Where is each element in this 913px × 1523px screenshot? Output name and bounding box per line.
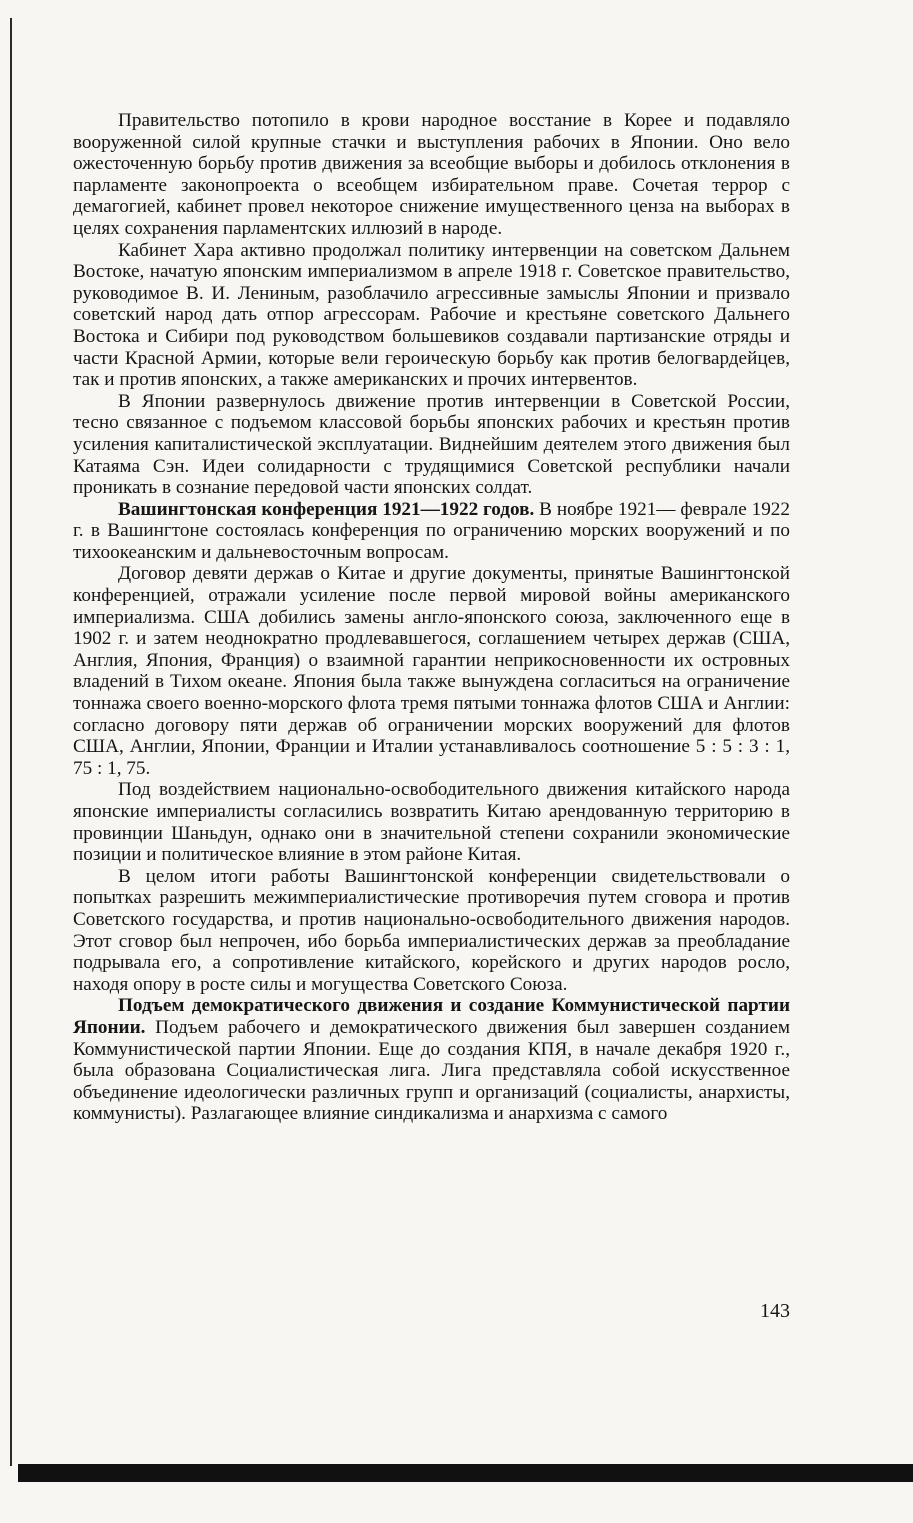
paragraph-7 [73, 866, 790, 996]
page-number: 143 [760, 1300, 790, 1322]
page-left-edge-shadow [10, 18, 12, 1466]
paragraph-text: В Японии развернулось движение против интервенции в Советской России, тесно связанное с подъемом классовой борьбы японских рабочих и крестьян против усиления капиталистической эксплуатации. Виднейшим деятелем этого движения был Катаяма Сэн. Идеи солидарности с трудящимися Советской республики начали проникать в сознание передовой части японских солдат. [73, 390, 790, 499]
paragraph-text: В целом итоги работы Вашингтонской конференции свидетельствовали о попытках разрешить межимпериалистические противоречия путем сговора и против Советского государства, и против национально-освободительного движения народов. Этот сговор был непрочен, ибо борьба империалистических держав за преобладание подрывала его, а сопротивление китайского, корейского и других народов росло, находя опору в росте силы и могущества Советского Союза. [73, 865, 790, 995]
section-heading-washington-conference: Вашингтонская конференция 1921—1922 годов. [118, 498, 535, 520]
paragraph-text: Под воздействием национально-освободительного движения китайского народа японские империалисты согласились возвратить Китаю арендованную территорию в провинции Шаньдун, однако они в значительной степени сохранили экономические позиции и политическое влияние в этом районе Китая. [73, 779, 790, 866]
paragraph-3 [73, 391, 790, 499]
paragraph-4 [73, 499, 790, 564]
paragraph-1 [73, 110, 790, 240]
main-text [73, 110, 790, 1125]
paragraph-text: Правительство потопило в крови народное восстание в Корее и подавляло вооруженной силой крупные стачки и выступления рабочих в Японии. Оно вело ожесточенную борьбу против движения за всеобщие выборы и добилось отклонения в парламенте законопроекта о всеобщем избирательном праве. Сочетая террор с демагогией, кабинет провел некоторое снижение имущественного ценза на выборах в целях сохранения парламентских иллюзий в народе. [73, 110, 790, 239]
paragraph-8 [73, 995, 790, 1125]
paragraph-2 [73, 240, 790, 391]
scan-bottom-border [18, 1464, 913, 1482]
paragraph-6 [73, 779, 790, 865]
paragraph-text: Подъем рабочего и демократического движения был завершен созданием Коммунистической партии Японии. Еще до создания КПЯ, в начале декабря 1920 г., была образована Социалистическая лига. Лига представляла собой искусственное объединение идеологически различных групп и организаций (социалисты, анархисты, коммунисты). Разлагающее влияние синдикализма и анархизма с самого [73, 1016, 790, 1125]
section-heading-communist-party: Подъем демократического движения и создание Коммунистической партии Японии. [73, 995, 790, 1038]
paragraph-text: Кабинет Хара активно продолжал политику интервенции на советском Дальнем Востоке, начатую японским империализмом в апреле 1918 г. Советское правительство, руководимое В. И. Лениным, разоблачило агрессивные замыслы Японии и призвало советский народ дать отпор агрессорам. Рабочие и крестьяне советского Дальнего Востока и Сибири под руководством большевиков создавали партизанские отряды и части Красной Армии, которые вели героическую борьбу как против белогвардейцев, так и против японских, а также американских и прочих интервентов. [73, 239, 790, 391]
paragraph-text: В ноябре 1921— феврале 1922 г. в Вашингтоне состоялась конференция по ограничению морских вооружений и по тихоокеанским и дальневосточным вопросам. [73, 498, 790, 563]
paragraph-text: Договор девяти держав о Китае и другие документы, принятые Вашингтонской конференцией, отражали усиление после первой мировой войны американского империализма. США добились замены англо-японского союза, заключенного еще в 1902 г. и затем неоднократно продлевавшегося, соглашением четырех держав (США, Англия, Япония, Франция) о взаимной гарантии неприкосновенности их островных владений в Тихом океане. Япония была также вынуждена согласиться на ограничение тоннажа своего военно-морского флота тремя пятыми тоннажа флотов США и Англии: согласно договору пяти держав об ограничении морских вооружений для флотов США, Англии, Японии, Франции и Италии устанавливалось соотношение 5 : 5 : 3 : 1, 75 : 1, 75. [73, 563, 790, 779]
paragraph-5 [73, 563, 790, 779]
